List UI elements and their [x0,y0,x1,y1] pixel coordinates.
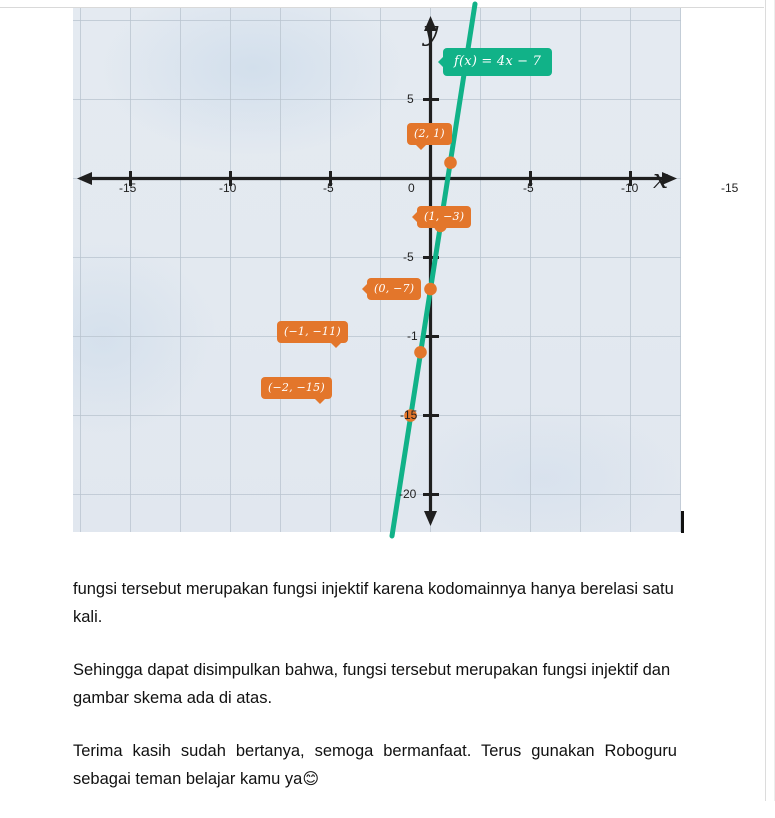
point-label-0-minus7: (0, −7) [367,278,421,300]
axes [77,16,677,526]
x-tick-label-pos10: -10 [621,181,639,195]
graph-canvas [73,8,681,532]
paragraph-3-text: Terima kasih sudah bertanya, semoga bermanfaat. Terus gunakan Roboguru sebagai teman belajar kamu ya [73,742,677,788]
y-tick-label-neg10: -1 [407,329,418,343]
paragraph-1: fungsi tersebut merupakan fungsi injektif karena kodomainnya hanya berelasi satu kali. [73,580,674,626]
point-label-minus1-minus11: (−1, −11) [277,321,348,343]
point-label-minus2-minus15: (−2, −15) [261,377,332,399]
y-tick-label-neg5: -5 [403,250,414,264]
point-label-1-minus3: (1, −3) [417,206,471,228]
y-tick-label-neg20: -20 [399,487,417,501]
x-axis-label: x [653,164,669,195]
function-equation-badge: f(x) = 4x − 7 [443,48,552,76]
x-axis-arrow-left [77,172,92,185]
paragraph-3 [73,737,677,793]
y-tick-label-5: 5 [407,92,414,106]
grid-lines-vertical [81,8,681,532]
y-axis-arrow-down [424,511,437,526]
point-label-2-1: (2, 1) [407,123,452,145]
data-point-0-minus7 [424,283,437,296]
function-line [392,4,475,536]
y-axis-label: y [423,16,439,47]
text-cursor-caret [681,511,684,533]
function-graph-figure [73,8,739,532]
data-point-minus1-minus11 [414,346,427,359]
answer-text-body [73,575,677,818]
data-point-2-1 [444,156,457,169]
x-tick-label-neg15: -15 [119,181,137,195]
paragraph-2: Sehingga dapat disimpulkan bahwa, fungsi tersebut merupakan fungsi injektif dan gambar skema ada di atas. [73,661,671,707]
x-tick-label-neg5: -5 [323,181,334,195]
page-right-divider [765,0,766,801]
x-tick-label-pos15: -15 [721,181,739,195]
x-tick-label-zero: 0 [408,181,415,195]
x-tick-label-neg10: -10 [219,181,237,195]
smiling-face-emoji: 😊 [302,769,319,788]
grid-lines-horizontal [73,21,681,495]
x-tick-label-pos5: -5 [523,181,534,195]
y-tick-label-neg15: -15 [400,408,418,422]
